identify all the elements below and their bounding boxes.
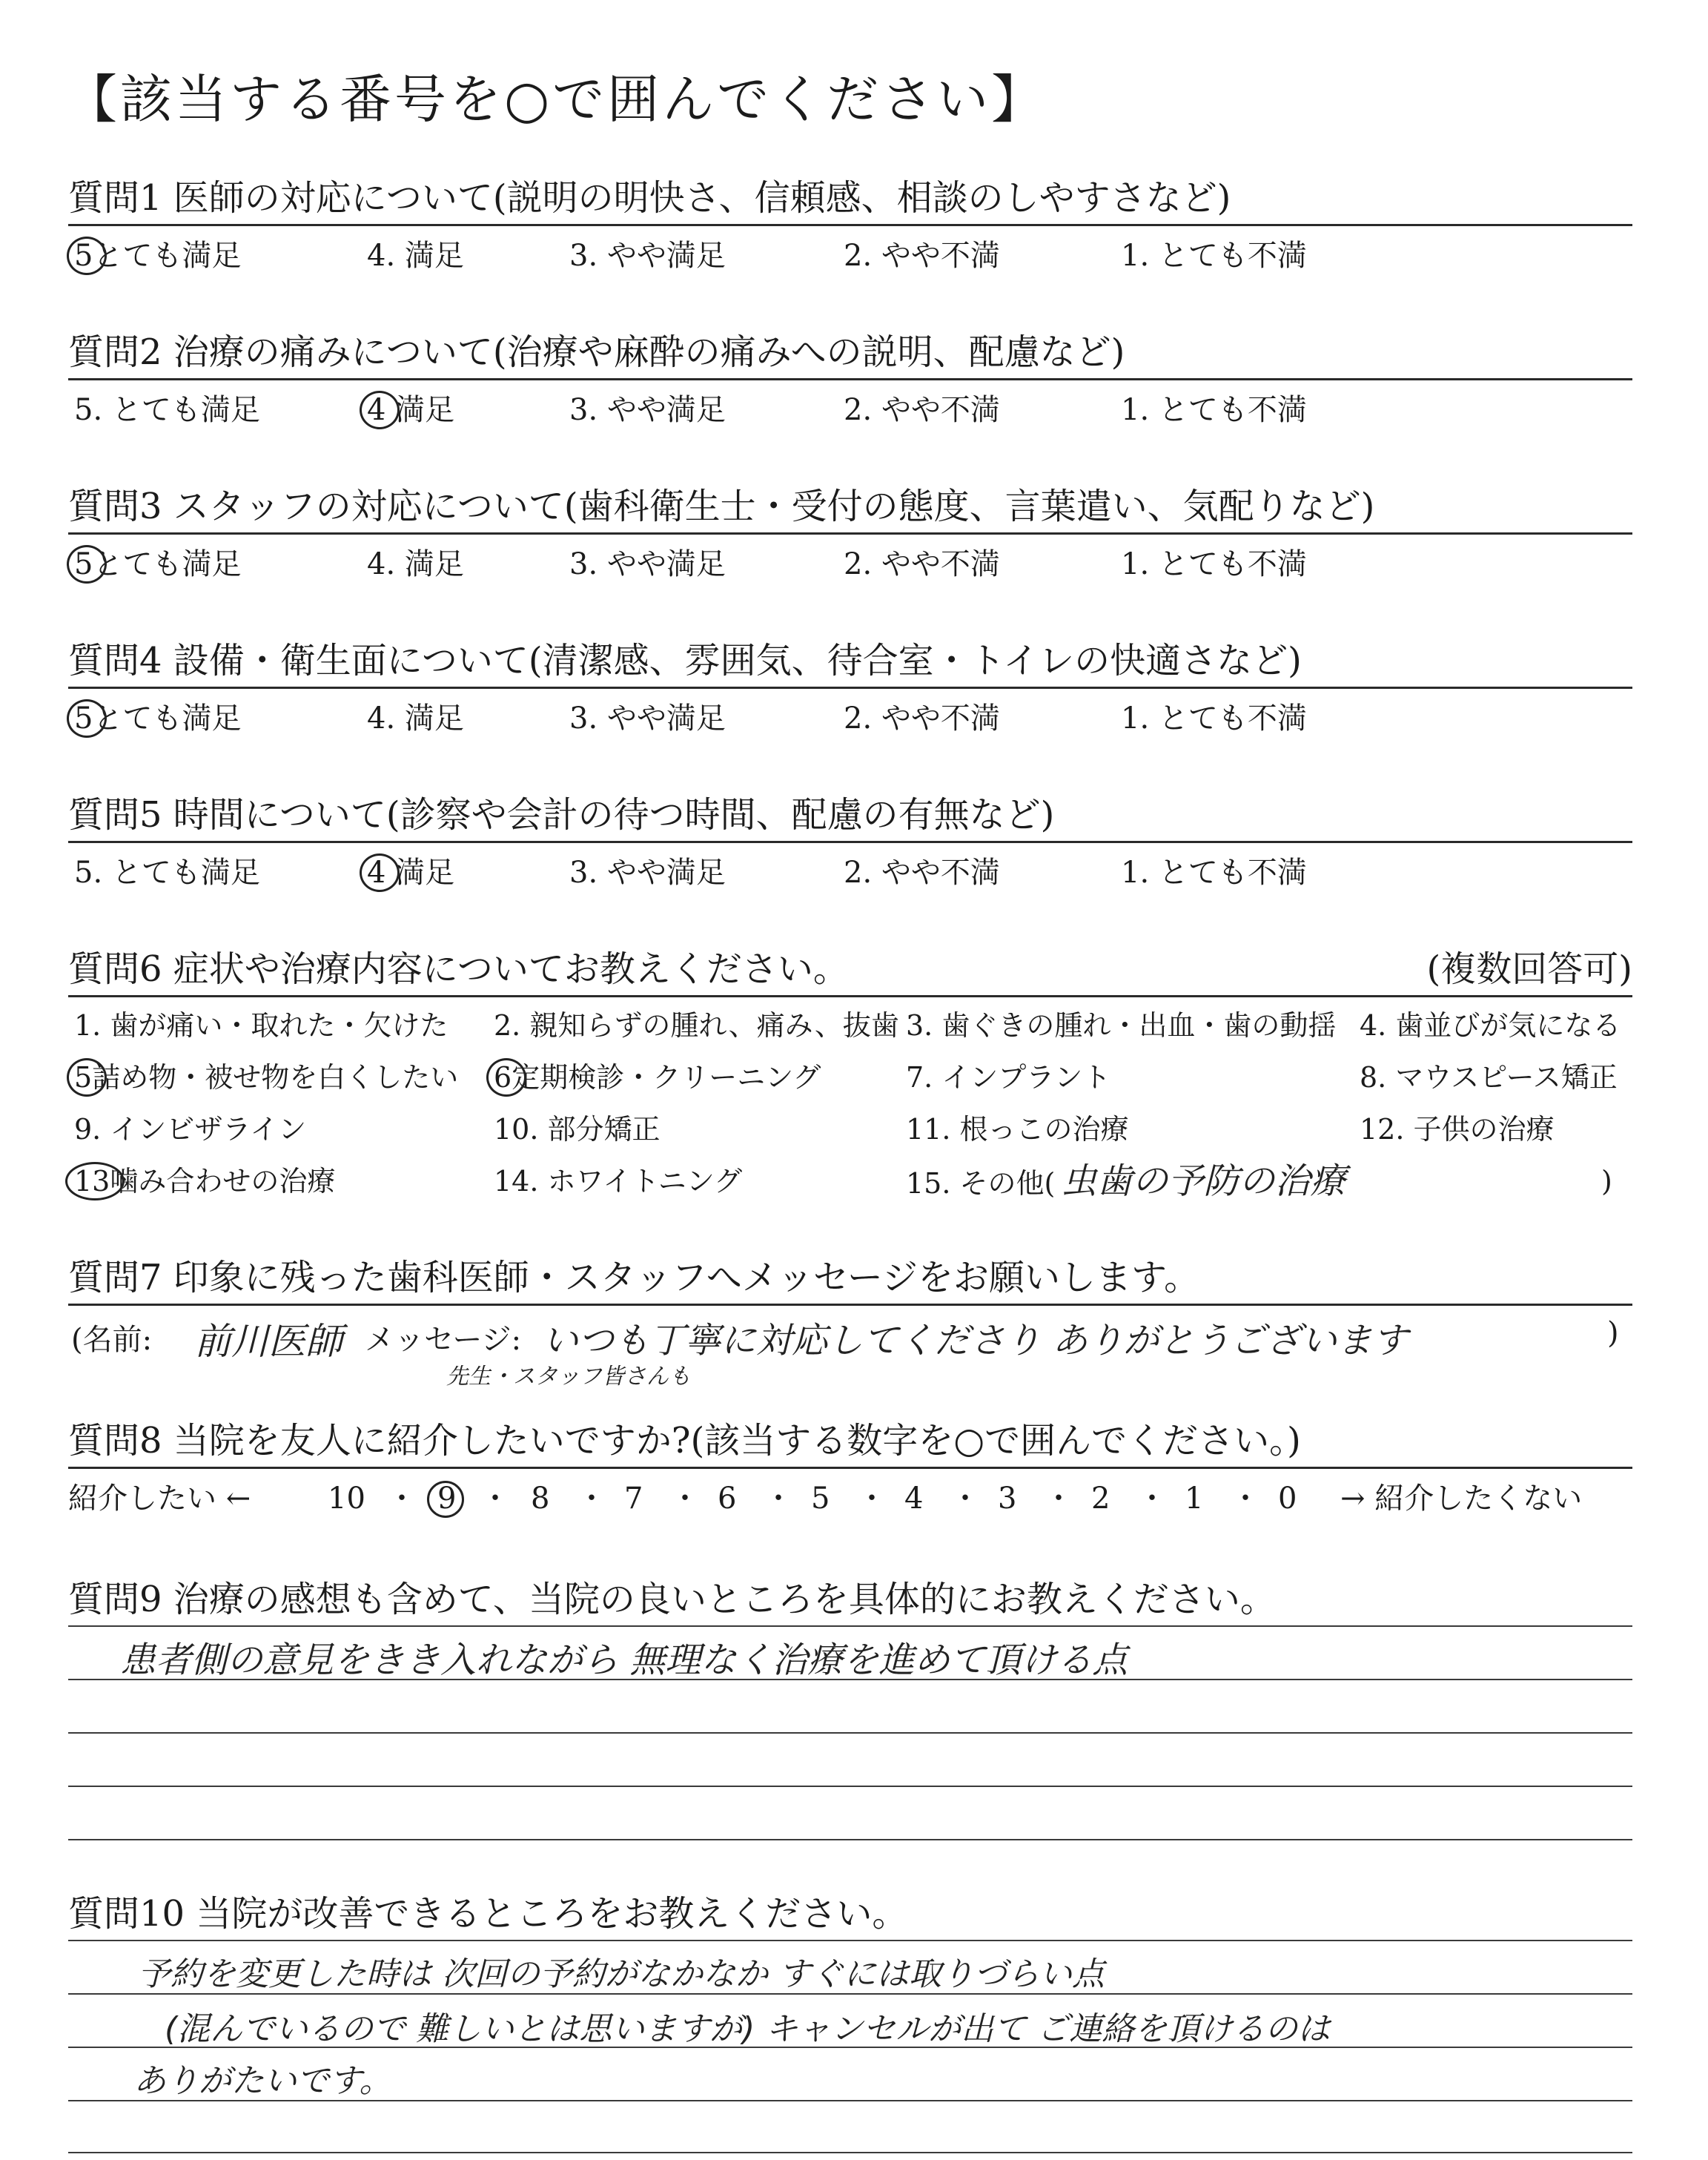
q2-option-3[interactable]: 3. やや満足	[569, 393, 726, 427]
scale-dot: ・	[950, 1482, 980, 1516]
q10-answer-line-2: (混んでいるので 難しいとは思いますが) キャンセルが出て ご連絡を頂けるのは	[165, 2010, 1331, 2048]
scale-1[interactable]: 1	[1185, 1482, 1204, 1516]
answer-line	[68, 1786, 1632, 1787]
q5-option-4[interactable]: 4 満足	[367, 853, 454, 892]
scale-0[interactable]: 0	[1278, 1482, 1297, 1516]
question-9-title: 質問9 治療の感想も含めて、当院の良いところを具体的にお教えください。	[68, 1579, 1276, 1620]
selection-circle	[360, 391, 400, 429]
scale-10[interactable]: 10	[328, 1482, 365, 1516]
q6-option-15[interactable]: 15. その他( 虫歯の予防の治療	[906, 1160, 1346, 1202]
q1-option-5[interactable]: 5とても満足	[74, 237, 241, 275]
question-1-options	[68, 226, 1632, 285]
selection-circle	[67, 1058, 107, 1097]
selection-circle	[67, 237, 107, 275]
message-label: メッセージ:	[365, 1323, 522, 1357]
q6-option-10[interactable]: 10. 部分矯正	[494, 1113, 661, 1146]
scale-dot: ・	[764, 1482, 793, 1516]
scale-right-label: → 紹介したくない	[1340, 1482, 1583, 1516]
q9-answer-line-1: 患者側の意見をきき入れながら 無理なく治療を進めて頂ける点	[120, 1639, 1128, 1681]
selection-circle	[67, 545, 107, 584]
q4-option-3[interactable]: 3. やや満足	[569, 701, 726, 736]
q6-option-7[interactable]: 7. インプラント	[906, 1061, 1111, 1094]
question-6-options	[68, 997, 1632, 1220]
selection-circle	[360, 853, 400, 892]
question-4-title: 質問4 設備・衛生面について(清潔感、雰囲気、待合室・トイレの快適さなど)	[68, 640, 1302, 681]
message-close-paren: )	[1607, 1316, 1619, 1350]
question-1-title: 質問1 医師の対応について(説明の明快さ、信頼感、相談のしやすさなど)	[68, 177, 1231, 219]
question-4-options	[68, 689, 1632, 748]
q6-option-11[interactable]: 11. 根っこの治療	[906, 1113, 1129, 1146]
question-2-title: 質問2 治療の痛みについて(治療や麻酔の痛みへの説明、配慮など)	[68, 331, 1125, 373]
scale-dot: ・	[480, 1482, 510, 1516]
q4-option-2[interactable]: 2. やや不満	[844, 701, 1000, 736]
q5-option-1[interactable]: 1. とても不満	[1121, 856, 1307, 890]
answer-line	[68, 1940, 1632, 1941]
question-1	[68, 172, 1632, 285]
question-3-title: 質問3 スタッフの対応について(歯科衛生士・受付の態度、言葉遣い、気配りなど)	[68, 486, 1375, 527]
q2-option-5[interactable]: 5. とても満足	[74, 393, 260, 427]
q5-option-5[interactable]: 5. とても満足	[74, 856, 260, 890]
question-4	[68, 635, 1632, 748]
q6-option-14[interactable]: 14. ホワイトニング	[494, 1165, 743, 1198]
selection-circle	[427, 1481, 464, 1518]
q6-option-13[interactable]: 13噛み合わせの治療	[74, 1162, 335, 1200]
q4-option-4[interactable]: 4. 満足	[367, 701, 464, 736]
scale-3[interactable]: 3	[998, 1482, 1017, 1516]
q6-option-9[interactable]: 9. インビザライン	[74, 1113, 307, 1146]
scale-dot: ・	[1231, 1482, 1260, 1516]
scale-dot: ・	[577, 1482, 606, 1516]
q10-answer-line-3: ありがたいです。	[133, 2062, 392, 2100]
q6-other-handwritten[interactable]: 虫歯の予防の治療	[1061, 1160, 1346, 1202]
message-value[interactable]: いつも丁寧に対応してくださり ありがとうございます	[543, 1320, 1409, 1361]
q4-option-1[interactable]: 1. とても不満	[1121, 701, 1307, 736]
scale-5[interactable]: 5	[811, 1482, 830, 1516]
question-5	[68, 789, 1632, 902]
answer-line	[68, 1732, 1632, 1734]
q3-option-1[interactable]: 1. とても不満	[1121, 547, 1307, 581]
question-5-options	[68, 843, 1632, 902]
recommend-scale	[68, 1469, 1632, 1528]
selection-circle	[65, 1162, 125, 1200]
scale-9[interactable]: 9	[437, 1479, 456, 1518]
name-value[interactable]: 前川医師	[194, 1320, 342, 1363]
page-title: 【該当する番号を○で囲んでください】	[65, 69, 1047, 130]
question-10	[68, 1888, 1632, 2155]
answer-line	[68, 1839, 1632, 1840]
q6-option-5[interactable]: 5詰め物・被せ物を白くしたい	[74, 1058, 458, 1097]
scale-dot: ・	[387, 1482, 417, 1516]
q6-option-2[interactable]: 2. 親知らずの腫れ、痛み、抜歯	[494, 1009, 899, 1042]
q5-option-2[interactable]: 2. やや不満	[844, 856, 1000, 890]
q2-option-4[interactable]: 4 満足	[367, 391, 454, 429]
scale-dot: ・	[1137, 1482, 1167, 1516]
scale-8[interactable]: 8	[531, 1482, 550, 1516]
question-10-title: 質問10 当院が改善できるところをお教えください。	[68, 1893, 908, 1935]
q3-option-4[interactable]: 4. 満足	[367, 547, 464, 581]
question-9-answer-area[interactable]	[68, 1625, 1632, 1848]
name-label: (名前:	[71, 1323, 153, 1357]
selection-circle	[67, 699, 107, 738]
q1-option-4[interactable]: 4. 満足	[367, 239, 464, 273]
q2-option-1[interactable]: 1. とても不満	[1121, 393, 1307, 427]
question-2-options	[68, 380, 1632, 440]
question-7-message-row	[68, 1306, 1632, 1390]
question-7-title: 質問7 印象に残った歯科医師・スタッフへメッセージをお願いします。	[68, 1257, 1200, 1298]
scale-4[interactable]: 4	[904, 1482, 924, 1516]
q4-option-5[interactable]: 5とても満足	[74, 699, 241, 738]
q6-option-6[interactable]: 6定期検診・クリーニング	[494, 1058, 821, 1097]
q5-option-3[interactable]: 3. やや満足	[569, 856, 726, 890]
q6-option-1[interactable]: 1. 歯が痛い・取れた・欠けた	[74, 1009, 448, 1042]
question-2	[68, 326, 1632, 440]
q6-option-4[interactable]: 4. 歯並びが気になる	[1360, 1009, 1621, 1042]
q1-option-2[interactable]: 2. やや不満	[844, 239, 1000, 273]
scale-2[interactable]: 2	[1091, 1482, 1110, 1516]
answer-line	[68, 2152, 1632, 2153]
question-7	[68, 1252, 1632, 1390]
q3-option-3[interactable]: 3. やや満足	[569, 547, 726, 581]
multiple-answers-note: (複数回答可)	[1426, 948, 1632, 990]
scale-left-label: 紹介したい ←	[68, 1482, 251, 1516]
q1-option-1[interactable]: 1. とても不満	[1121, 239, 1307, 273]
q10-answer-line-1: 予約を変更した時は 次回の予約がなかなか すぐには取りづらい点	[138, 1955, 1105, 1993]
question-3-options	[68, 535, 1632, 594]
message-sub-note: 先生・スタッフ皆さんも	[446, 1364, 691, 1390]
question-3	[68, 480, 1632, 594]
scale-dot: ・	[670, 1482, 700, 1516]
question-9	[68, 1573, 1632, 1848]
scale-dot: ・	[1044, 1482, 1073, 1516]
answer-line	[68, 1625, 1632, 1627]
scale-7[interactable]: 7	[624, 1482, 643, 1516]
q1-option-3[interactable]: 3. やや満足	[569, 239, 726, 273]
q3-option-5[interactable]: 5とても満足	[74, 545, 241, 584]
question-6-title: 質問6 症状や治療内容についてお教えください。	[68, 948, 849, 990]
q6-option-12[interactable]: 12. 子供の治療	[1360, 1113, 1555, 1146]
q3-option-2[interactable]: 2. やや不満	[844, 547, 1000, 581]
question-6	[68, 943, 1632, 1220]
q2-option-2[interactable]: 2. やや不満	[844, 393, 1000, 427]
q6-option-3[interactable]: 3. 歯ぐきの腫れ・出血・歯の動揺	[906, 1009, 1337, 1042]
question-8	[68, 1415, 1632, 1528]
q6-option-8[interactable]: 8. マウスピース矯正	[1360, 1061, 1618, 1094]
question-10-answer-area[interactable]	[68, 1940, 1632, 2155]
selection-circle	[486, 1058, 526, 1097]
question-5-title: 質問5 時間について(診察や会計の待つ時間、配慮の有無など)	[68, 794, 1055, 836]
q6-other-close-paren: )	[1601, 1165, 1612, 1198]
question-8-title: 質問8 当院を友人に紹介したいですか?(該当する数字を○で囲んでください。)	[68, 1420, 1301, 1462]
scale-6[interactable]: 6	[718, 1482, 737, 1516]
scale-dot: ・	[857, 1482, 887, 1516]
